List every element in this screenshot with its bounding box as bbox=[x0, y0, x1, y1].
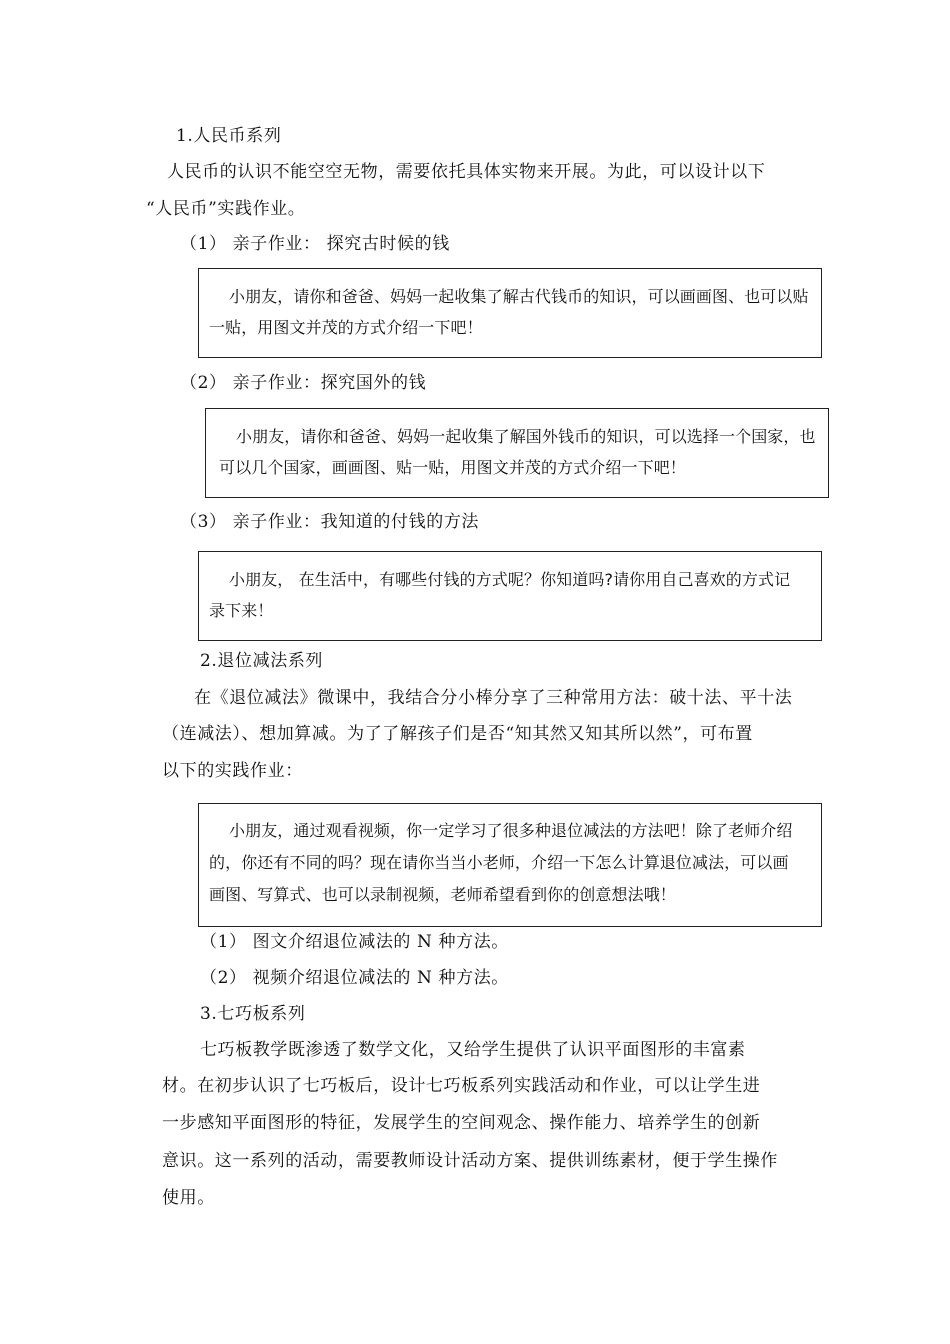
task2-box-line2: 可以几个国家，画画图、贴一贴，用图文并茂的方式介绍一下吧！ bbox=[219, 458, 686, 477]
task3-box-line1: 小朋友， 在生活中，有哪些付钱的方式呢？你知道吗?请你用自己喜欢的方式记 bbox=[229, 570, 791, 589]
section2-box-line1: 小朋友，通过观看视频，你一定学习了很多种退位减法的方法吧！除了老师介绍 bbox=[229, 821, 793, 840]
section1-heading: 1.人民币系列 bbox=[176, 126, 282, 146]
section3-line3: 一步感知平面图形的特征，发展学生的空间观念、操作能力、培养学生的创新 bbox=[162, 1113, 761, 1133]
section2-box bbox=[198, 803, 822, 927]
section2-para-line1: 在《退位减法》微课中，我结合分小棒分享了三种常用方法：破十法、平十法 bbox=[194, 688, 793, 708]
task3-title: （3） 亲子作业：我知道的付钱的方法 bbox=[180, 512, 480, 532]
task1-box-line2: 一贴，用图文并茂的方式介绍一下吧！ bbox=[209, 318, 483, 337]
task1-box-line1: 小朋友，请你和爸爸、妈妈一起收集了解古代钱币的知识，可以画画图、也可以贴 bbox=[229, 287, 809, 306]
task2-box-line1: 小朋友，请你和爸爸、妈妈一起收集了解国外钱币的知识，可以选择一个国家，也 bbox=[236, 427, 816, 446]
section3-line2: 材。在初步认识了七巧板后，设计七巧板系列实践活动和作业，可以让学生进 bbox=[162, 1076, 761, 1096]
task1-box bbox=[198, 268, 822, 358]
task2-title: （2） 亲子作业：探究国外的钱 bbox=[180, 373, 427, 393]
task3-box bbox=[198, 551, 822, 641]
task3-box-line2: 录下来！ bbox=[209, 601, 274, 620]
task1-title: （1） 亲子作业： 探究古时候的钱 bbox=[180, 234, 450, 254]
task2-box bbox=[205, 408, 829, 498]
section2-box-line2: 的，你还有不同的吗？现在请你当当小老师，介绍一下怎么计算退位减法，可以画 bbox=[209, 853, 789, 872]
section2-box-line3: 画图、写算式、也可以录制视频，老师希望看到你的创意想法哦！ bbox=[209, 885, 676, 904]
section3-line5: 使用。 bbox=[162, 1188, 215, 1208]
section3-line1: 七巧板教学既渗透了数学文化，又给学生提供了认识平面图形的丰富素 bbox=[200, 1040, 746, 1060]
section2-item1: （1） 图文介绍退位减法的 N 种方法。 bbox=[200, 932, 509, 952]
section2-heading: 2.退位减法系列 bbox=[200, 651, 324, 671]
section2-para-line3: 以下的实践作业： bbox=[162, 761, 303, 781]
section2-item2: （2） 视频介绍退位减法的 N 种方法。 bbox=[200, 968, 509, 988]
section1-intro-line1: 人民币的认识不能空空无物，需要依托具体实物来开展。为此，可以设计以下 bbox=[167, 162, 766, 182]
section3-line4: 意识。这一系列的活动，需要教师设计活动方案、提供训练素材，便于学生操作 bbox=[162, 1151, 778, 1171]
section2-para-line2: （连减法）、想加算减。为了了解孩子们是否“知其然又知其所以然”，可布置 bbox=[162, 724, 753, 744]
section3-heading: 3.七巧板系列 bbox=[200, 1004, 306, 1024]
section1-intro-line2: “人民币”实践作业。 bbox=[146, 199, 306, 219]
